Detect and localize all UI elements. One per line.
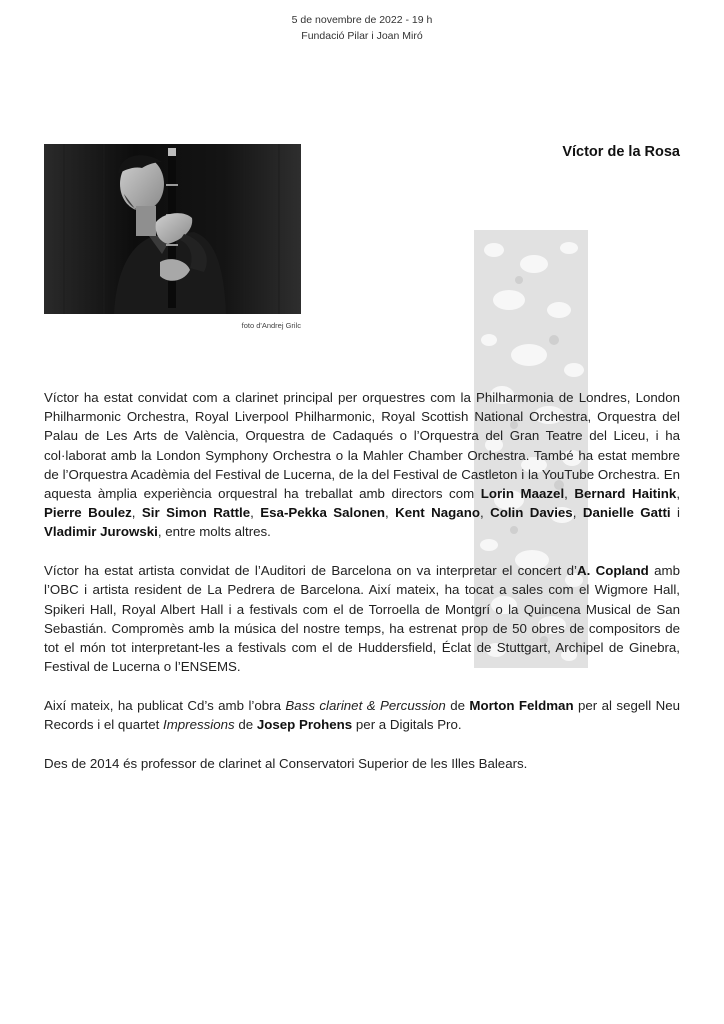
artist-name: Víctor de la Rosa (562, 144, 680, 160)
conductor-name: Pierre Boulez (44, 505, 132, 521)
conductor-name: Colin Davies (490, 505, 573, 521)
bio-text: per al segell Neu Records i el quartet (44, 697, 680, 733)
bio-text: Víctor ha estat convidat com a clarinet principal per orquestres com la Philharmonia de Londres, London Philharmonic Orchestra, Royal Liverpool Philharmonic, Royal Scottish National Orchestra, Orquestra del Palau de Les Arts de València, Orquestra de Cadaqués o l’Orquestra del Gran Teatre del Liceu, i ha col·laborat amb la London Symphony Orchestra o la Mahler Chamber Orchestra. També ha estat membre de l’Orquestra Acadèmia del Festival de Lucerna, de la del Festival de Castleton i la YouTube Orchestra. En aquesta àmplia experiència orquestral ha treballat amb directors com (44, 390, 680, 502)
composer-name: A. Copland (576, 563, 649, 579)
bio-text: amb l’OBC i artista resident de La Pedrera de Barcelona. Així mateix, ha tocat a sales com el Wigmore Hall, Spikeri Hall, Royal Albert Hall i a festivals com el de Torroella de Montgrí o la Quincena Musical de San Sebastián. Compromès amb la música del nostre temps, ha estrenat prop de 50 obres de compositors de tot el món tot interpretant-les a festivals com el de Huddersfield, Éclat de Stuttgart, Archipel de Ginebra, Festival de Lucerna o l’ENSEMS. (44, 563, 680, 675)
work-title: Bass clarinet & Percussion (285, 697, 446, 713)
composer-name: Josep Prohens (256, 717, 353, 733)
bio-paragraph-4: Des de 2014 és professor de clarinet al Conservatori Superior de les Illes Balears. (44, 755, 528, 771)
bio-text: per a Digitals Pro. (352, 717, 462, 733)
event-date: 5 de novembre de 2022 - 19 h (291, 14, 433, 26)
conductor-name: Sir Simon Rattle (141, 505, 251, 521)
biography (44, 388, 680, 792)
bio-text: de (234, 717, 257, 733)
conductor-name: Lorin Maazel (480, 486, 565, 502)
work-title: Impressions (163, 717, 235, 733)
bio-text: i (670, 505, 681, 521)
bio-paragraph-3 (44, 696, 680, 734)
conductor-name: Kent Nagano (395, 505, 480, 521)
event-venue: Fundació Pilar i Joan Miró (301, 30, 423, 42)
event-header (0, 12, 724, 44)
bio-text: de (445, 697, 470, 713)
conductor-name: Esa-Pekka Salonen (260, 505, 386, 521)
conductor-name: Bernard Haitink (574, 486, 677, 502)
bio-text: Així mateix, ha publicat Cd’s amb l’obra (44, 697, 286, 713)
bio-paragraph-2 (44, 561, 680, 676)
bio-text: , entre molts altres. (157, 524, 271, 540)
bio-paragraph-1: Víctor ha estat convidat com a clarinet principal per orquestres com la Philharmonia de Londres, London Philharmonic Orchestra, Royal Liverpool Philharmonic, Royal Scottish National Orchestra, Orquestra del Palau de Les Arts de València, Orquestra de Cadaqués o l’Orquestra del Gran Teatre del Liceu, i ha col·laborat amb la London Symphony Orchestra o la Mahler Chamber Orchestra. També ha estat membre de l’Orquestra Acadèmia del Festival de Lucerna, de la del Festival de Castleton i la YouTube Orchestra. En aquesta àmplia experiència orquestral ha treballat amb directors com Lorin Maazel, Bernard Haitink, Pierre Boulez, Sir Simon Rattle, Esa-Pekka Salonen, Kent Nagano, Colin Davies, Danielle Gatti i Vladimir Jurowski, entre molts altres. (44, 390, 681, 540)
conductor-name: Danielle Gatti (582, 505, 671, 521)
composer-name: Morton Feldman (469, 697, 574, 713)
conductor-name: Vladimir Jurowski (44, 524, 158, 540)
bio-text: Víctor ha estat artista convidat de l’Auditori de Barcelona on va interpretar el concert d’ (44, 563, 577, 579)
photo-credit: foto d'Andrej Grilc (241, 321, 301, 330)
artist-photo (44, 144, 301, 314)
